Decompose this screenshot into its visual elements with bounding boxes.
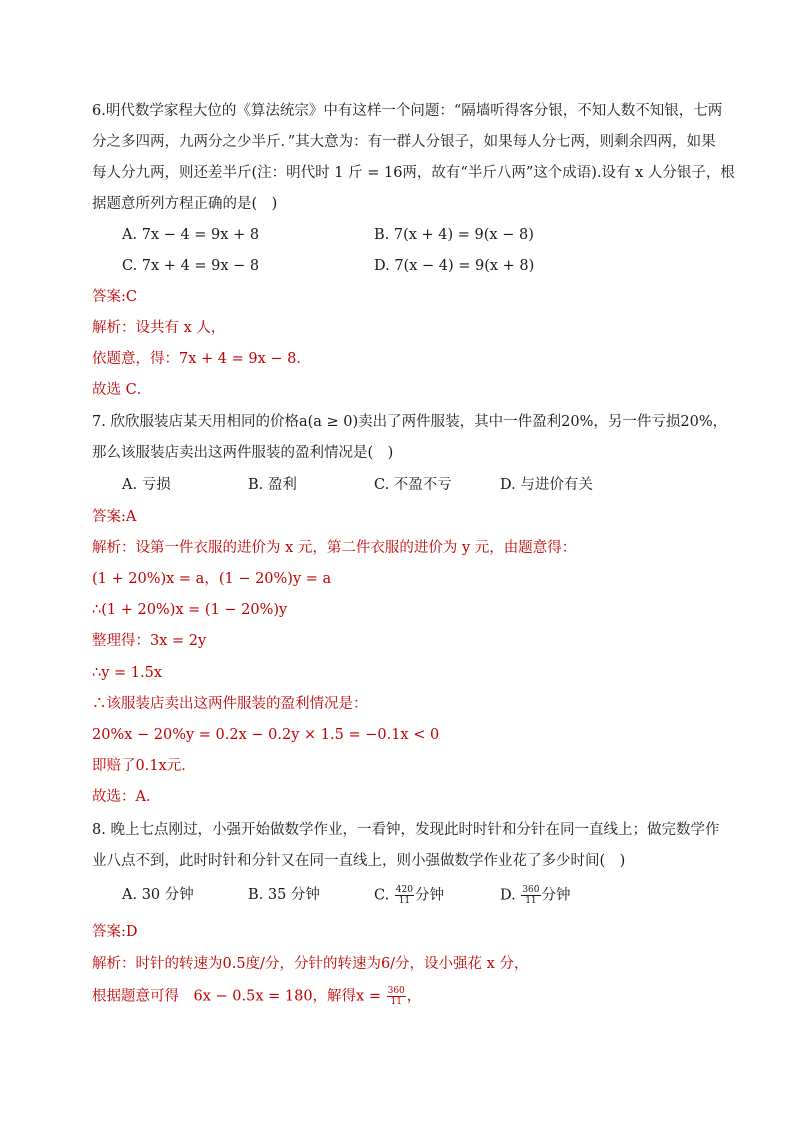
q8-option-c-numerator: 420 <box>395 885 413 895</box>
q8-option-c <box>374 885 444 906</box>
q7-solution-line4: 整理得：3x = 2y <box>92 633 207 649</box>
q7-solution-line3: ∴(1 + 20%)x = (1 − 20%)y <box>92 602 288 618</box>
q8-option-d-numerator: 360 <box>522 885 540 895</box>
q8-option-d <box>500 885 571 906</box>
q7-solution-line5: ∴y = 1.5x <box>92 665 163 681</box>
q8-option-a: A. 30 分钟 <box>122 887 194 903</box>
q8-stem-line1: 8. 晚上七点刚过，小强开始做数学作业，一看钟，发现此时时针和分针在同一直线上；做完数学作 <box>92 822 720 838</box>
q8-solution-line2-end: ， <box>406 988 422 1005</box>
q6-option-d: D. 7(x − 4) = 9(x + 8) <box>374 258 535 274</box>
q6-stem-line1: 6.明代数学家程大位的《算法统宗》中有这样一个问题：“隔墙听得客分银，不知人数不知银，七两 <box>92 103 723 119</box>
q8-stem-line2: 业八点不到，此时时针和分针又在同一直线上，则小强做数学作业花了多少时间( ) <box>92 853 626 869</box>
q8-solution-line1: 解析：时针的转速为0.5度/分，分针的转速为6/分，设小强花 x 分， <box>92 956 529 972</box>
q7-stem-line1: 7. 欣欣服装店某天用相同的价格a(a ≥ 0)卖出了两件服装，其中一件盈利20%，另一件亏损20%， <box>92 414 728 430</box>
q8-solution-line2 <box>92 986 421 1007</box>
q7-solution-line6: ∴该服装店卖出这两件服装的盈利情况是： <box>92 696 368 712</box>
q6-stem-line3: 每人分九两，则还差半斤(注：明代时 1 斤 = 16两，故有“半斤八两”这个成语).设有 x 人分银子，根 <box>92 165 735 181</box>
q8-option-c-label: C. <box>374 887 390 904</box>
q7-solution-line1: 解析：设第一件衣服的进价为 x 元，第二件衣服的进价为 y 元，由题意得： <box>92 540 577 556</box>
q8-option-c-denominator: 11 <box>398 896 411 906</box>
q8-answer: 答案:D <box>92 924 138 940</box>
q7-solution-line2: (1 + 20%)x = a，(1 − 20%)y = a <box>92 571 332 587</box>
q8-option-d-unit: 分钟 <box>541 887 571 904</box>
q7-option-a: A. 亏损 <box>122 477 171 493</box>
q8-solution-denominator: 11 <box>390 997 402 1007</box>
q8-option-b: B. 35 分钟 <box>248 887 320 903</box>
q8-option-c-unit: 分钟 <box>414 887 444 904</box>
q7-solution-line9: 故选：A． <box>92 789 161 805</box>
q8-solution-fraction <box>387 986 406 1007</box>
q8-solution-numerator: 360 <box>387 986 405 996</box>
q7-option-c: C. 不盈不亏 <box>374 477 452 493</box>
q7-solution-line8: 即赔了0.1x元． <box>92 758 196 774</box>
q6-option-c: C. 7x + 4 = 9x − 8 <box>122 258 260 274</box>
q7-answer: 答案:A <box>92 509 137 525</box>
q6-solution-line1: 解析：设共有 x 人， <box>92 320 226 336</box>
q6-solution-line3: 故选 C． <box>92 382 152 398</box>
q7-option-d: D. 与进价有关 <box>500 477 593 493</box>
q6-stem-line2: 分之多四两，九两分之少半斤．”其大意为：有一群人分银子，如果每人分七两，则剩余四两，如果 <box>92 134 716 150</box>
q6-option-b: B. 7(x + 4) = 9(x − 8) <box>374 227 534 243</box>
q7-solution-line7: 20%x − 20%y = 0.2x − 0.2y × 1.5 = −0.1x < 0 <box>92 727 440 743</box>
q7-option-b: B. 盈利 <box>248 477 297 493</box>
q6-answer: 答案:C <box>92 289 137 305</box>
q8-solution-line2-text: 根据题意可得 6x − 0.5x = 180，解得x = <box>92 988 381 1005</box>
q6-stem-line4: 据题意所列方程正确的是( ) <box>92 196 278 212</box>
q8-option-c-fraction <box>395 885 414 906</box>
q8-option-d-fraction <box>521 885 540 906</box>
q6-solution-line2: 依题意，得：7x + 4 = 9x − 8． <box>92 351 311 367</box>
q7-stem-line2: 那么该服装店卖出这两件服装的盈利情况是( ) <box>92 445 394 461</box>
q8-option-d-label: D. <box>500 887 516 904</box>
q6-option-a: A. 7x − 4 = 9x + 8 <box>122 227 260 243</box>
q8-option-d-denominator: 11 <box>525 896 537 906</box>
